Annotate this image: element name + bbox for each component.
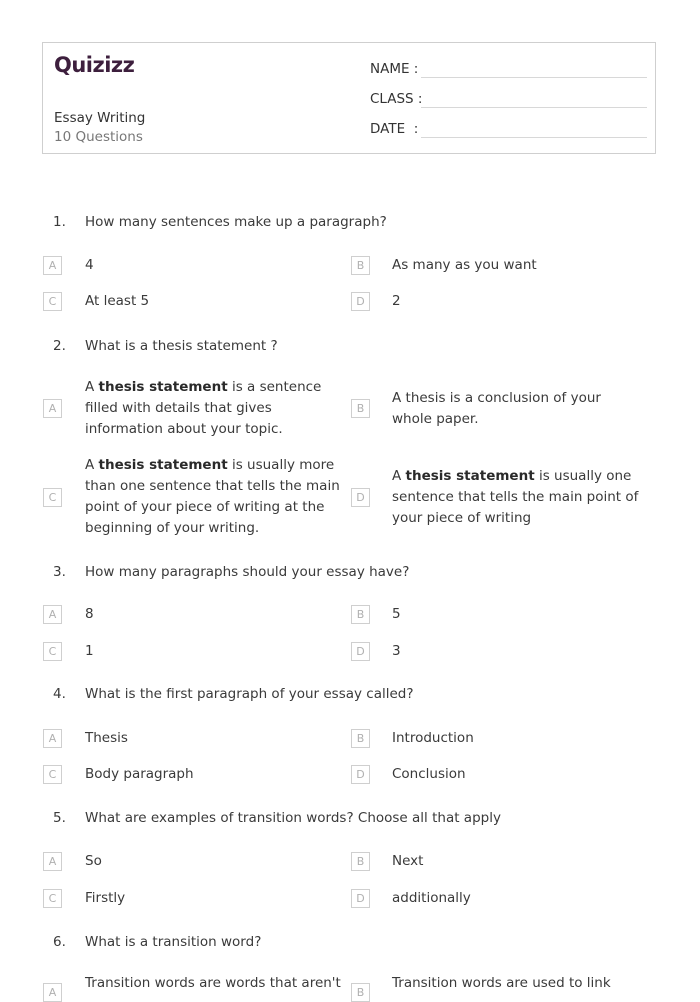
worksheet-header [42, 42, 656, 154]
name-label: NAME : [370, 61, 419, 77]
option-text: As many as you want [392, 257, 537, 273]
worksheet-title: Essay Writing [54, 110, 146, 126]
option-letter-box[interactable]: B [351, 399, 370, 418]
question-number: 1. [53, 214, 66, 230]
option-text: So [85, 853, 102, 869]
option-text: At least 5 [85, 293, 150, 309]
option-letter-box[interactable]: A [43, 852, 62, 871]
option-letter-box[interactable]: B [351, 256, 370, 275]
option-letter-box[interactable]: A [43, 605, 62, 624]
option-letter-box[interactable]: C [43, 765, 62, 784]
date-line [421, 136, 647, 138]
option-text: A thesis statement is usually more than one sentence that tells the main point of your piece of writing at the beginning of your writing. [85, 457, 340, 536]
option-text: Next [392, 853, 424, 869]
class-field[interactable] [370, 91, 647, 107]
question-number: 5. [53, 810, 66, 826]
option-letter-box[interactable]: A [43, 256, 62, 275]
question-text: What is a transition word? [85, 934, 262, 950]
option-text: Thesis [85, 730, 128, 746]
question-text: What is the first paragraph of your essay called? [85, 686, 414, 702]
option-text: A thesis statement is a sentence filled with details that gives information about your topic. [85, 379, 322, 437]
option-letter-box[interactable]: C [43, 488, 62, 507]
option-text: 5 [392, 606, 401, 622]
option-letter-box[interactable]: C [43, 642, 62, 661]
option-letter-box[interactable]: A [43, 729, 62, 748]
option-text: 8 [85, 606, 94, 622]
question-text: How many paragraphs should your essay have? [85, 564, 410, 580]
question-text: How many sentences make up a paragraph? [85, 214, 387, 230]
question-text: What are examples of transition words? Choose all that apply [85, 810, 501, 826]
option-text: Conclusion [392, 766, 466, 782]
option-text: additionally [392, 890, 471, 906]
class-label: CLASS : [370, 91, 423, 107]
question-number: 6. [53, 934, 66, 950]
question-number: 4. [53, 686, 66, 702]
question-number: 3. [53, 564, 66, 580]
option-text: Transition words are words that aren't [85, 975, 341, 991]
option-text: Body paragraph [85, 766, 194, 782]
date-label: DATE : [370, 121, 419, 137]
option-letter-box[interactable]: D [351, 642, 370, 661]
option-letter-box[interactable]: A [43, 399, 62, 418]
option-letter-box[interactable]: D [351, 488, 370, 507]
name-line [421, 76, 647, 78]
option-text: A thesis statement is usually one sentence that tells the main point of your piece of writing [392, 468, 639, 526]
option-letter-box[interactable]: B [351, 852, 370, 871]
option-letter-box[interactable]: D [351, 765, 370, 784]
option-letter-box[interactable]: D [351, 292, 370, 311]
option-letter-box[interactable]: C [43, 292, 62, 311]
option-letter-box[interactable]: A [43, 983, 62, 1002]
option-text: 2 [392, 293, 401, 309]
question-text: What is a thesis statement ? [85, 338, 278, 354]
date-field[interactable] [370, 121, 647, 137]
option-text: Transition words are used to link [392, 975, 611, 991]
quizizz-logo: Quizizz [54, 53, 135, 77]
option-text: 3 [392, 643, 401, 659]
option-letter-box[interactable]: B [351, 605, 370, 624]
option-text: 4 [85, 257, 94, 273]
option-text: A thesis is a conclusion of your whole paper. [392, 390, 601, 427]
option-text: Introduction [392, 730, 474, 746]
option-letter-box[interactable]: D [351, 889, 370, 908]
class-line [421, 106, 647, 108]
option-text: 1 [85, 643, 94, 659]
option-letter-box[interactable]: B [351, 729, 370, 748]
option-text: Firstly [85, 890, 126, 906]
name-field[interactable] [370, 61, 647, 77]
option-letter-box[interactable]: B [351, 983, 370, 1002]
option-letter-box[interactable]: C [43, 889, 62, 908]
question-count: 10 Questions [54, 129, 143, 145]
question-number: 2. [53, 338, 66, 354]
